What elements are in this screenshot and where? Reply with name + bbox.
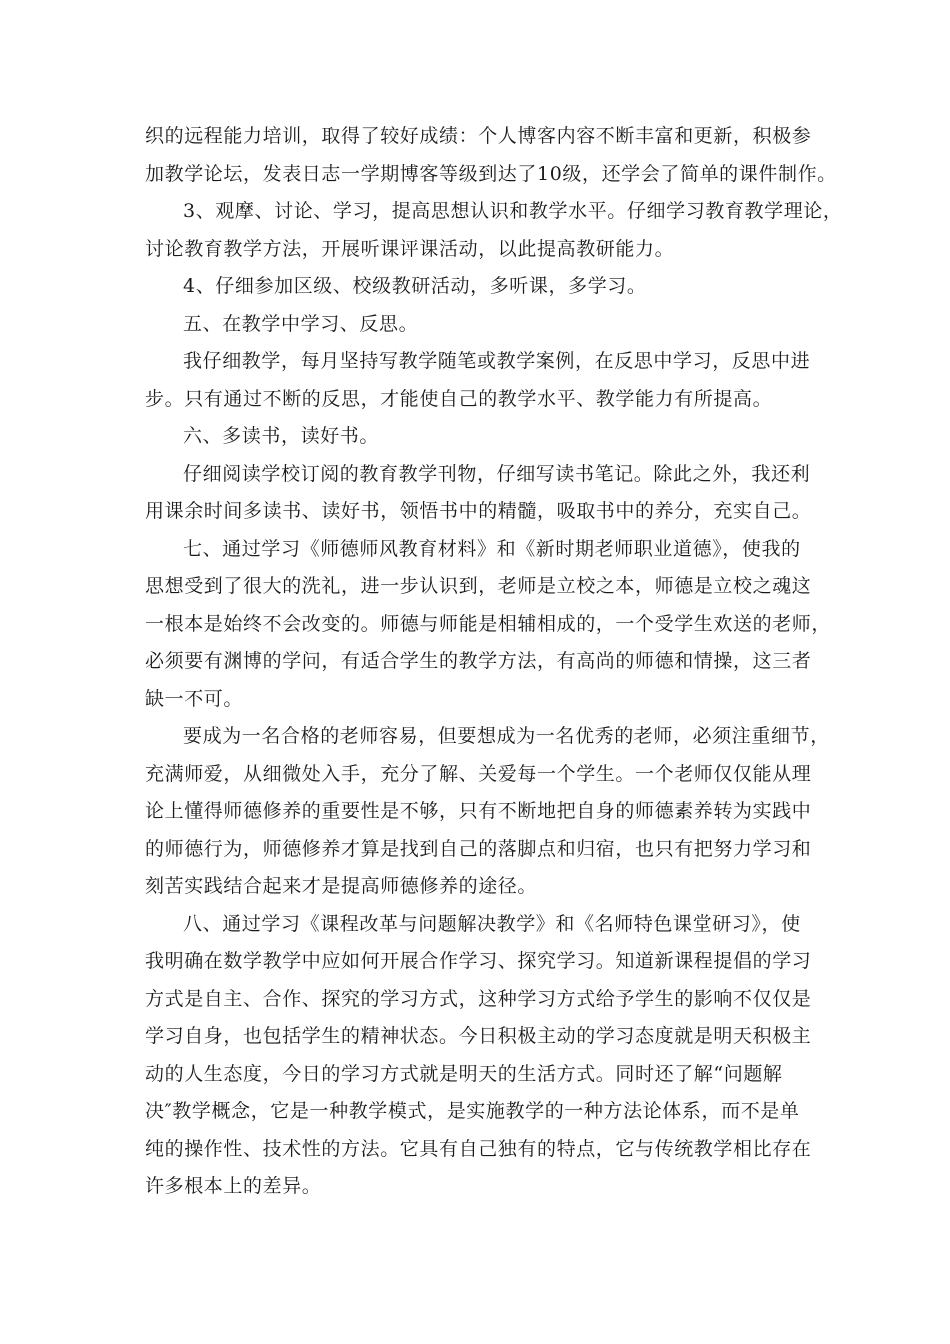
text-line: 的师德行为，师德修养才算是找到自己的落脚点和归宿，也只有把努力学习和 [145,837,812,860]
text-line: 缺一不可。 [145,687,244,710]
text-line: 许多根本上的差异。 [145,1175,322,1197]
text-line: 方式是自主、合作、探究的学习方式，这种学习方式给予学生的影响不仅仅是 [145,987,812,1010]
text-line: 五、在教学中学习、反思。 [183,312,419,335]
text-line: 七、通过学习《师德师风教育材料》和《新时期老师职业道德》，使我的 [183,537,801,560]
text-line: 六、多读书，读好书。 [183,425,380,447]
text-line: 我明确在数学教学中应如何开展合作学习、探究学习。知道新课程提倡的学习 [145,950,812,972]
text-line: 纯的操作性、技术性的方法。它具有自己独有的特点，它与传统教学相比存在 [145,1137,812,1160]
text-line: 决″教学概念，它是一种教学模式，是实施教学的一种方法论体系，而不是单 [145,1100,800,1122]
text-line: 4、仔细参加区级、校级教研活动，多听课，多学习。 [183,275,647,297]
text-line: 学习自身，也包括学生的精神状态。今日积极主动的学习态度就是明天积极主 [145,1025,812,1047]
text-line: 八、通过学习《课程改革与问题解决教学》和《名师特色课堂研习》，使 [183,912,801,935]
text-line: 加教学论坛，发表日志一学期博客等级到达了10级，还学会了简单的课件制作。 [145,162,837,185]
text-line: 论上懂得师德修养的重要性是不够，只有不断地把自身的师德素养转为实践中 [145,800,812,822]
text-line: 动的人生态度，今日的学习方式就是明天的生活方式。同时还了解“问题解 [145,1062,783,1085]
text-line: 要成为一名合格的老师容易，但要想成为一名优秀的老师，必须注重细节， [183,725,830,747]
text-line: 必须要有渊博的学问，有适合学生的教学方法，有高尚的师德和情操，这三者 [145,650,812,672]
text-line: 步。只有通过不断的反思，才能使自己的教学水平、教学能力有所提高。 [145,387,773,410]
text-line: 思想受到了很大的洗礼，进一步认识到，老师是立校之本，师德是立校之魂这 [145,575,812,597]
text-line: 刻苦实践结合起来才是提高师德修养的途径。 [145,875,538,897]
text-line: 仔细阅读学校订阅的教育教学刊物，仔细写读书笔记。除此之外，我还利 [183,462,811,485]
text-line: 一根本是始终不会改变的。师德与师能是相辅相成的，一个受学生欢送的老师， [145,612,832,635]
document-body-text [145,118,843,1206]
text-line: 织的远程能力培训，取得了较好成绩：个人博客内容不断丰富和更新，积极参 [145,125,812,147]
text-line: 用课余时间多读书、读好书，领悟书中的精髓，吸取书中的养分，充实自己。 [145,500,812,522]
text-line: 讨论教育教学方法，开展听课评课活动，以此提高教研能力。 [145,237,675,260]
text-line: 3、观摩、讨论、学习，提高思想认识和教学水平。仔细学习教育教学理论， [183,200,843,222]
text-line: 充满师爱，从细微处入手，充分了解、关爱每一个学生。一个老师仅仅能从理 [145,762,812,785]
text-line: 我仔细教学，每月坚持写教学随笔或教学案例，在反思中学习，反思中进 [183,350,811,372]
